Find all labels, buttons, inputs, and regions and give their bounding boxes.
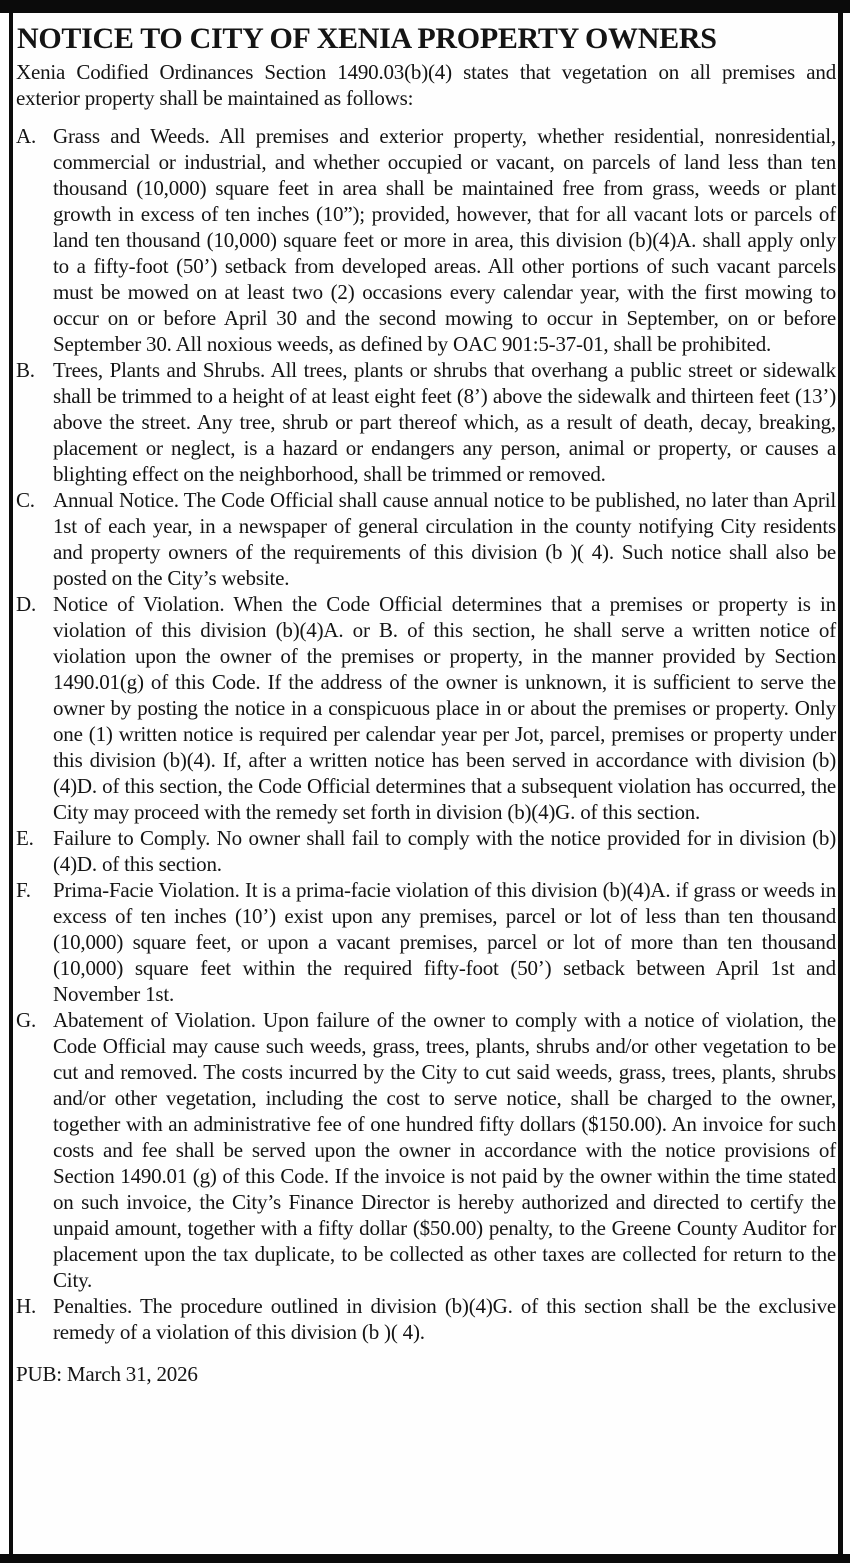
publication-date: PUB: March 31, 2026 [16, 1362, 198, 1386]
item-text: Notice of Violation. When the Code Official determines that a premises or property is in violation of this division (b)(4)A. or B. of this section, he shall serve a written notice of violation upon the owner of the premises or property, in the manner provided by Section 1490.01(g) of this Code. If the address of the owner is unknown, it is sufficient to serve the owner by posting the notice in a conspicuous place in or about the premises or property. Only one (1) written notice is required per calendar year per Jot, parcel, premises or property under this division (b)(4). If, after a written notice has been served in accordance with division (b)(4)D. of this section, the Code Official determines that a subsequent violation has occurred, the City may proceed with the remedy set forth in division (b)(4)G. of this section. [53, 592, 836, 824]
left-border [9, 13, 13, 1554]
item-label: E. [16, 826, 34, 850]
notice-title: NOTICE TO CITY OF XENIA PROPERTY OWNERS [17, 22, 717, 55]
item-text: Penalties. The procedure outlined in division (b)(4)G. of this section shall be the exclusive remedy of a violation of this division (b )( 4). [53, 1294, 836, 1344]
ordinance-item-d [16, 591, 836, 825]
ordinance-list [16, 123, 836, 1345]
item-text: Trees, Plants and Shrubs. All trees, plants or shrubs that overhang a public street or sidewalk shall be trimmed to a height of at least eight feet (8’) above the sidewalk and thirteen feet (13’) above the street. Any tree, shrub or part thereof which, as a result of death, decay, breaking, placement or neglect, is a hazard or endangers any person, animal or property, or causes a blighting effect on the neighborhood, shall be trimmed or removed. [53, 358, 836, 486]
item-text: Prima-Facie Violation. It is a prima-facie violation of this division (b)(4)A. if grass or weeds in excess of ten inches (10’) exist upon any premises, parcel or lot of less than ten thousand (10,000) square feet, or upon a vacant premises, parcel or lot of more than ten thousand (10,000) square feet within the required fifty-foot (50’) setback between April 1st and November 1st. [53, 878, 836, 1006]
bottom-border-bar [0, 1554, 850, 1563]
ordinance-item-c [16, 487, 836, 591]
ordinance-item-h [16, 1293, 836, 1345]
item-text: Grass and Weeds. All premises and exterior property, whether residential, nonresidential, commercial or industrial, and whether occupied or vacant, on parcels of land less than ten thousand (10,000) square feet in area shall be maintained free from grass, weeds or plant growth in excess of ten inches (10”); provided, however, that for all vacant lots or parcels of land ten thousand (10,000) square feet or more in area, this division (b)(4)A. shall apply only to a fifty-foot (50’) setback from developed areas. All other portions of such vacant parcels must be mowed on at least two (2) occasions every calendar year, with the first mowing to occur on or before April 30 and the second mowing to occur in September, on or before September 30. All noxious weeds, as defined by OAC 901:5-37-01, shall be prohibited. [53, 124, 836, 356]
top-border-bar [0, 0, 850, 13]
item-label: G. [16, 1008, 37, 1032]
ordinance-item-a [16, 123, 836, 357]
item-label: F. [16, 878, 31, 902]
item-label: D. [16, 592, 37, 616]
item-label: H. [16, 1294, 37, 1318]
item-label: C. [16, 488, 35, 512]
item-label: B. [16, 358, 35, 382]
ordinance-item-f [16, 877, 836, 1007]
notice-content [16, 21, 836, 1387]
ordinance-item-g [16, 1007, 836, 1293]
ordinance-item-e [16, 825, 836, 877]
notice-intro: Xenia Codified Ordinances Section 1490.03(b)(4) states that vegetation on all premises and exterior property shall be maintained as follows: [16, 60, 836, 110]
item-text: Abatement of Violation. Upon failure of the owner to comply with a notice of violation, the Code Official may cause such weeds, grass, trees, plants, shrubs and/or other vegetation to be cut and removed. The costs incurred by the City to cut said weeds, grass, trees, plants, shrubs and/or other vegetation, including the cost to serve notice, shall be charged to the owner, together with an administrative fee of one hundred fifty dollars ($150.00). An invoice for such costs and fee shall be served upon the owner in accordance with the notice provisions of Section 1490.01 (g) of this Code. If the invoice is not paid by the owner within the time stated on such invoice, the City’s Finance Director is hereby authorized and directed to certify the unpaid amount, together with a fifty dollar ($50.00) penalty, to the Greene County Auditor for placement upon the tax duplicate, to be collected as other taxes are collected for return to the City. [53, 1008, 836, 1292]
right-border [838, 13, 843, 1554]
ordinance-item-b [16, 357, 836, 487]
item-text: Annual Notice. The Code Official shall cause annual notice to be published, no later than April 1st of each year, in a newspaper of general circulation in the county notifying City residents and property owners of the requirements of this division (b )( 4). Such notice shall also be posted on the City’s website. [53, 488, 836, 590]
item-label: A. [16, 124, 37, 148]
item-text: Failure to Comply. No owner shall fail to comply with the notice provided for in division (b)(4)D. of this section. [53, 826, 836, 876]
